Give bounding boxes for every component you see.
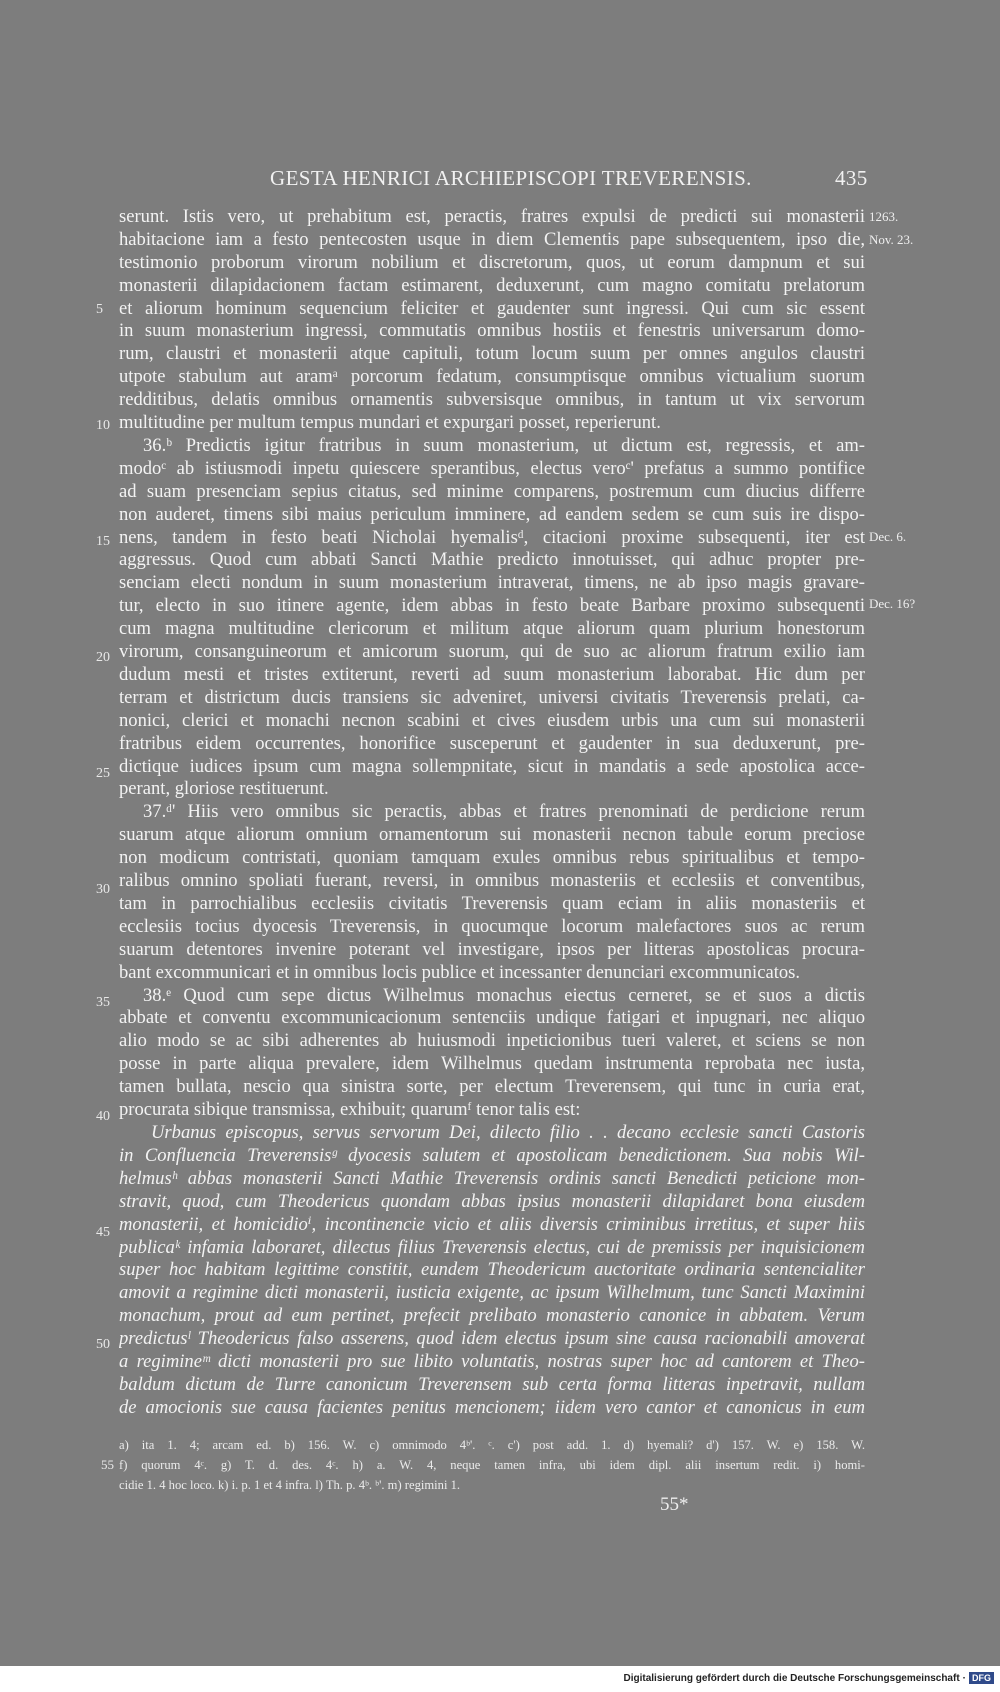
- text-line: virorum, consanguineorum et amicorum suorum, qui de suo ac aliorum fratrum exilio iam: [119, 641, 865, 662]
- text-line: ad suam presenciam sepius citatus, sed minime comparens, postremum cum diucius differre: [119, 481, 865, 502]
- text-line: in Confluencia Treverensisᵍ dyocesis salutem et apostolicam benedictionem. Sua nobis Wil-: [119, 1145, 865, 1166]
- line-number: 20: [96, 650, 110, 665]
- text-line: procurata sibique transmissa, exhibuit; quarumᶠ tenor talis est:: [119, 1099, 581, 1120]
- text-line: predictusˡ Theodericus falso asserens, quod idem electus ipsum sine causa racionabili amoverat: [119, 1328, 865, 1349]
- text-line: testimonio proborum virorum nobilium et discretorum, quos, ut eorum dampnum et sui: [119, 252, 865, 273]
- text-line: 36.ᵇ Predictis igitur fratribus in suum monasterium, ut dictum est, regressis, et am-: [143, 435, 865, 456]
- line-number: 40: [96, 1109, 110, 1124]
- text-line: modoᶜ ab istiusmodi inpetu quiescere sperantibus, electus veroᶜ' prefatus a summo pontifice: [119, 458, 865, 479]
- text-line: non auderet, timens sibi maius periculum imminere, ad eandem sedem se cum suis ire dispo-: [119, 504, 865, 525]
- margin-note-year: 1263.: [869, 209, 899, 224]
- text-line: aggressus. Quod cum abbati Sancti Mathie predicto innotuisset, qui adhuc propter pre-: [119, 549, 865, 570]
- text-line: nens, tandem in festo beati Nicholai hyemalisᵈ, citacioni proxime subsequenti, iter est: [119, 527, 865, 548]
- text-line: tur, electo in suo itinere agente, idem abbas in festo beate Barbare proximo subsequenti: [119, 595, 865, 616]
- text-line: utpote stabulum aut aramᵃ porcorum fedatum, consumptisque omnibus victualium suorum: [119, 366, 865, 387]
- footnote-line: a) ita 1. 4; arcam ed. b) 156. W. c) omnimodo 4ᵇ'. ᶜ. c') post add. 1. d) hyemali? d') 157. W. e) 158. W.: [119, 1438, 865, 1452]
- line-number: 45: [96, 1225, 110, 1240]
- text-line: nonici, clerici et monachi necnon scabini et cives eiusdem urbis una cum sui monasterii: [119, 710, 865, 731]
- text-line: ecclesiis tocius dyocesis Treverensis, in quocumque locorum malefactores suos ac rerum: [119, 916, 865, 937]
- text-line: amovit a regimine dicti monasterii, iusticia exigente, ac ipsum Wilhelmum, tunc Sancti Maximini: [119, 1282, 865, 1303]
- line-number: 50: [96, 1337, 110, 1352]
- margin-note-date: Dec. 6.: [869, 529, 907, 544]
- text-line: rum, claustri et monasterii atque capituli, totum locum suum per omnes angulos claustri: [119, 343, 865, 364]
- text-line: tam in parrochialibus ecclesiis civitatis Treverensis quam eciam in aliis monasteriis et: [119, 893, 865, 914]
- text-line: super hoc habitam legittime constitit, eundem Theodericum auctoritate ordinaria sentencialiter: [119, 1259, 865, 1280]
- text-line: et aliorum hominum sequencium feliciter et gaudenter sunt ingressi. Qui cum sic essent: [119, 298, 865, 319]
- text-line: baldum dictum de Turre canonicum Treverensem sub certa forma litteras inpetravit, nullam: [119, 1374, 865, 1395]
- text-line: suarum atque aliorum omnium ornamentorum sui monasterii necnon tabule eorum preciose: [119, 824, 865, 845]
- text-line: cum magna multitudine clericorum et militum atque aliorum quam plurium honestorum: [119, 618, 865, 639]
- text-line: non modicum contristati, quoniam tamquam exules omnibus rebus spiritualibus et tempo-: [119, 847, 865, 868]
- page-number: 435: [835, 166, 868, 190]
- text-line: dictique iudices ipsum cum magna sollempnitate, sicut in mandatis a sede apostolica acce-: [119, 756, 865, 777]
- digitization-footer: [623, 1672, 994, 1684]
- text-line: bant excommunicari et in omnibus locis publice et incessanter denunciari excommunicatos.: [119, 962, 801, 983]
- line-number: 30: [96, 882, 110, 897]
- running-title: GESTA HENRICI ARCHIEPISCOPI TREVERENSIS.: [270, 166, 752, 190]
- text-line: posse in parte aliqua prevalere, idem Wilhelmus quedam instrumenta reprobata nec iusta,: [119, 1053, 865, 1074]
- text-line: in suum monasterium ingressi, commutatis omnibus hostiis et fenestris universarum domo-: [119, 320, 865, 341]
- margin-note-date: Nov. 23.: [869, 232, 914, 247]
- line-number: 25: [96, 766, 110, 781]
- margin-note-date: Dec. 16?: [869, 596, 916, 611]
- footnote-line: cidie 1. 4 hoc loco. k) i. p. 1 et 4 infra. l) Th. p. 4ᵇ. ᵇ'. m) regimini 1.: [119, 1478, 461, 1492]
- text-line: 37.ᵈ' Hiis vero omnibus sic peractis, abbas et fratres prenominati de perdicione rerum: [143, 801, 865, 822]
- text-line: terram et districtum ducis transiens sic adveniret, universi civitatis Treverensis prelati, ca-: [119, 687, 865, 708]
- line-number: 15: [96, 534, 110, 549]
- text-line: a regimineᵐ dicti monasterii pro sue libito voluntatis, nostras super hoc ad cantorem et Theo-: [119, 1351, 865, 1372]
- text-line: monasterii, et homicidioⁱ, incontinencie vicio et aliis diversis criminibus irretitus, et super hiis: [119, 1214, 865, 1235]
- funding-note: Digitalisierung gefördert durch die Deutsche Forschungsgemeinschaft: [623, 1672, 960, 1684]
- text-line: helmusʰ abbas monasterii Sancti Mathie Treverensis ordinis sancti Benedicti peticione mon-: [119, 1168, 865, 1189]
- signature-mark: 55*: [660, 1494, 689, 1515]
- text-line: Urbanus episcopus, servus servorum Dei, dilecto filio . . decano ecclesie sancti Castoris: [151, 1122, 865, 1143]
- separator: ·: [962, 1672, 966, 1684]
- text-line: monasterii dilapidacionem factam estimarent, deduxerunt, cum magno comitatu prelatorum: [119, 275, 865, 296]
- text-line: ralibus omnino spoliati fuerant, reversi, in omnibus monasteriis et ecclesiis et conventibus,: [119, 870, 865, 891]
- line-number: 35: [96, 995, 110, 1010]
- text-line: senciam electi nondum in suum monasterium intraverat, timens, ne ab ipso magis gravare-: [119, 572, 865, 593]
- line-number: 5: [96, 302, 103, 317]
- text-line: suarum detentores invenire poterant vel investigare, ipsos per litteras apostolicas procura-: [119, 939, 865, 960]
- text-line: monachum, prout ad eum pertinet, prefecit prelibato monasterio canonice in abbatem. Verum: [119, 1305, 865, 1326]
- text-line: dudum mesti et tristes extiterunt, reverti ad suum monasterium laborabat. Hic dum per: [119, 664, 865, 685]
- text-line: habitacione iam a festo pentecosten usque in diem Clementis pape subsequentem, ipso die,: [119, 229, 865, 250]
- footnote-line: f) quorum 4ᶜ. g) T. d. des. 4ᶜ. h) a. W. 4, neque tamen infra, ubi idem dipl. alii insertum redit. i) homi-: [119, 1458, 865, 1472]
- text-line: fratribus eidem occurrentes, honorifice susceperunt et gaudenter in sua deduxerunt, pre-: [119, 733, 865, 754]
- dfg-logo: DFG: [969, 1672, 994, 1684]
- text-line: redditibus, delatis omnibus ornamentis subversisque omnibus, in tantum ut vix servorum: [119, 389, 865, 410]
- text-line: tamen bullata, nescio qua sinistra sorte, per electum Treverensem, qui tunc in curia erat,: [119, 1076, 865, 1097]
- line-number: 10: [96, 418, 110, 433]
- text-line: abbate et conventu excommunicacionum sentenciis undique fatigari et inpugnari, nec aliquo: [119, 1007, 865, 1028]
- text-line: serunt. Istis vero, ut prehabitum est, peractis, fratres expulsi de predicti sui monasterii: [119, 206, 865, 227]
- text-line: publicaᵏ infamia laboraret, dilectus filius Treverensis electus, cui de premissis per inquisicionem: [119, 1237, 865, 1258]
- text-line: 38.ᵉ Quod cum sepe dictus Wilhelmus monachus eiectus cerneret, se et suos a dictis: [143, 985, 865, 1006]
- text-line: perant, gloriose restituerunt.: [119, 778, 329, 799]
- footnote-line-number: 55: [101, 1457, 114, 1472]
- text-line: alio modo se ac sibi adherentes ab huiusmodi inpeticionibus tueri valeret, et sciens se non: [119, 1030, 865, 1051]
- text-line: de amocionis sue causa facientes penitus mencionem; iidem vero cantor et canonicus in eum: [119, 1397, 865, 1418]
- text-line: stravit, quod, cum Theodericus quondam abbas ipsius monasterii dilapidaret bona eiusdem: [119, 1191, 865, 1212]
- text-line: multitudine per multum tempus mundari et expurgari posset, reperierunt.: [119, 412, 661, 433]
